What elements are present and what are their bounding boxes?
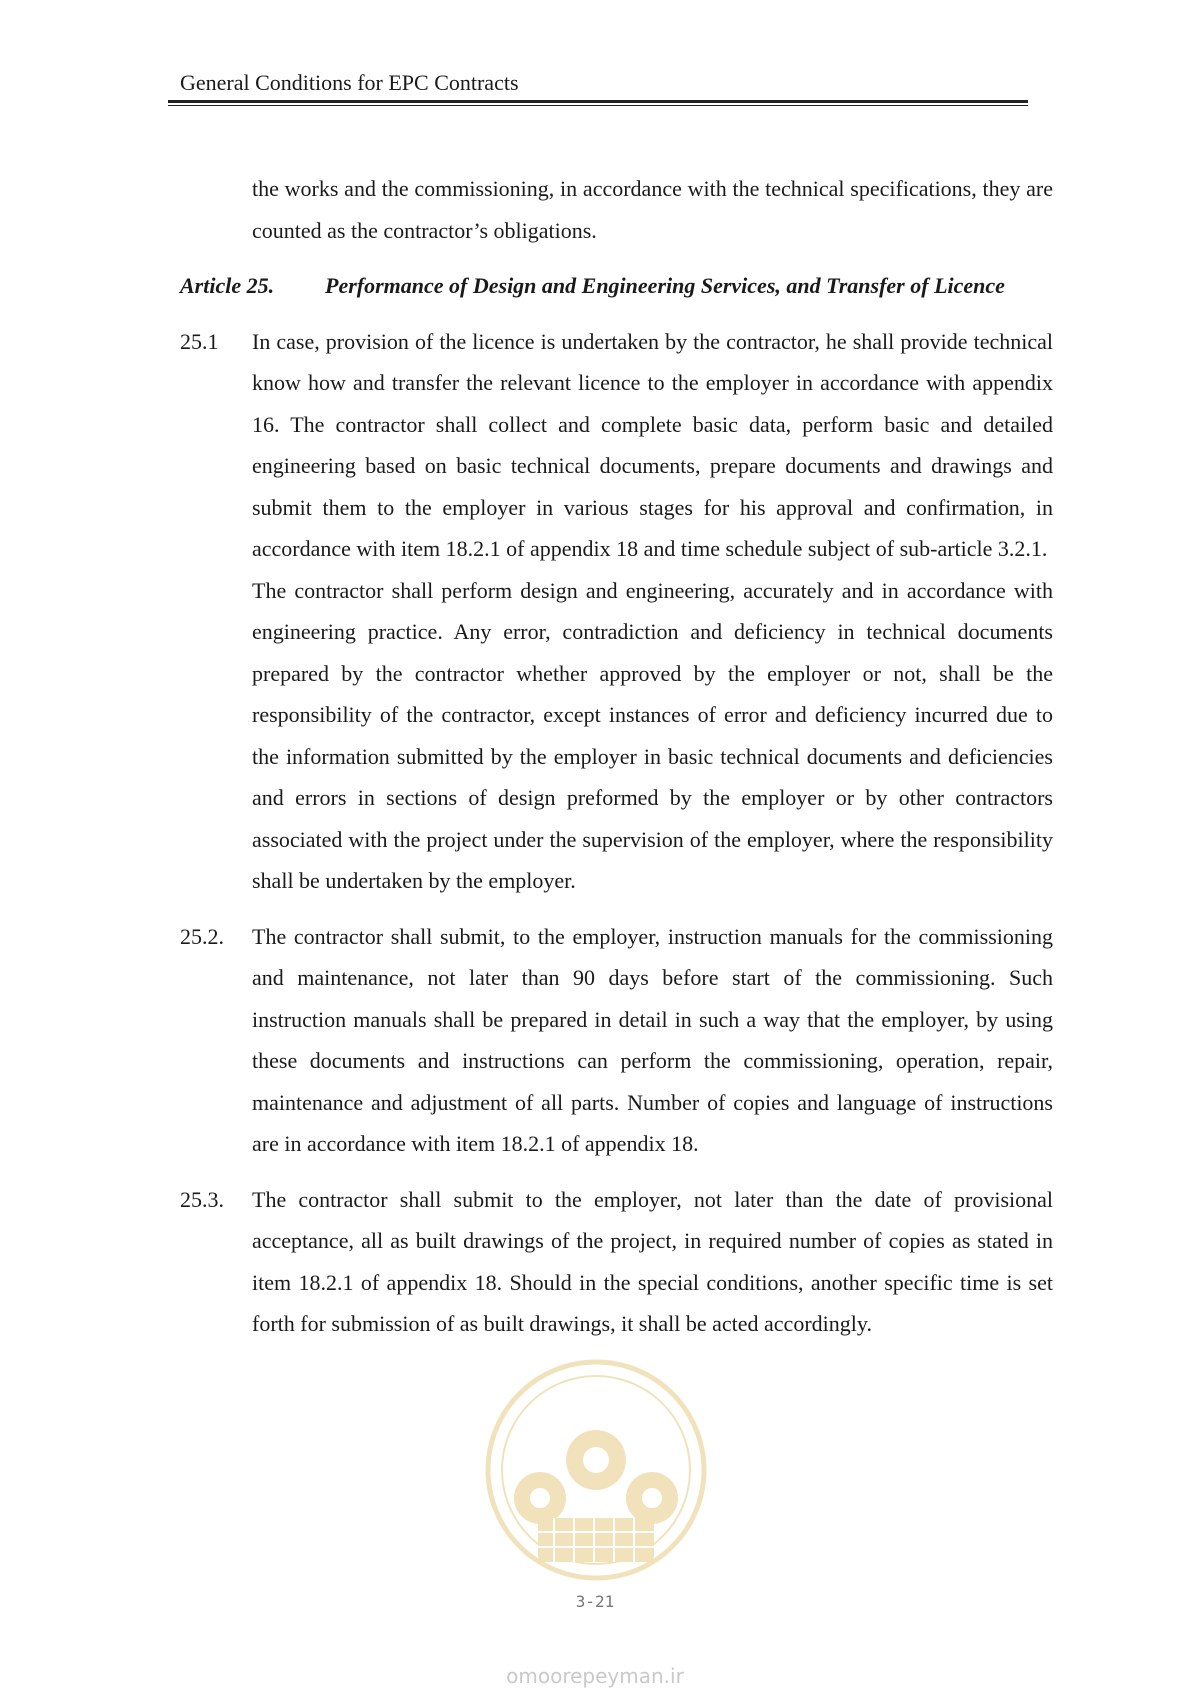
clause-paragraph: The contractor shall submit to the employer, not later than the date of provisional acceptance, all as built drawings of the project, in required number of copies as stated in item 18.2.1 of appendix 18. Should in the special conditions, another specific time is set forth for submission of as built drawings, it shall be acted accordingly. (252, 1186, 1053, 1336)
article-heading (180, 265, 1053, 307)
header-title: General Conditions for EPC Contracts (180, 70, 519, 95)
article-title: Performance of Design and Engineering Services, and Transfer of Licence (325, 273, 1005, 298)
clause-25-3 (180, 1179, 1053, 1345)
page-header (168, 72, 1028, 106)
header-rule-thin (168, 105, 1028, 106)
page-number: 3-21 (575, 1592, 615, 1611)
clause-number: 25.3. (180, 1186, 224, 1212)
clause-paragraph: The contractor shall submit, to the employer, instruction manuals for the commissioning and maintenance, not later than 90 days before start of the commissioning. Such instruction manuals shall be prepared in detail in such a way that the employer, by using these documents and instructions can perform the commissioning, operation, repair, maintenance and adjustment of all parts. Number of copies and language of instructions are in accordance with item 18.2.1 of appendix 18. (252, 923, 1053, 1156)
clause-paragraph: The contractor shall perform design and engineering, accurately and in accordance with engineering practice. Any error, contradiction and deficiency in technical documents prepared by the contractor whether approved by the employer or not, shall be the responsibility of the contractor, except instances of error and deficiency incurred due to the information submitted by the employer in basic technical documents and deficiencies and errors in sections of design preformed by the employer or by other contractors associated with the project under the supervision of the employer, where the responsibility shall be undertaken by the employer. (252, 577, 1053, 893)
clause-paragraph: In case, provision of the licence is undertaken by the contractor, he shall provide technical know how and transfer the relevant licence to the employer in accordance with appendix 16. The contractor shall collect and complete basic data, perform basic and detailed engineering based on basic technical documents, prepare documents and drawings and submit them to the employer in various stages for his approval and confirmation, in accordance with item 18.2.1 of appendix 18 and time schedule subject of sub-article 3.2.1. (252, 328, 1053, 561)
article-number: Article 25. (180, 273, 275, 298)
clause-25-2 (180, 916, 1053, 1165)
watermark-url: omoorepeyman.ir (506, 1664, 684, 1688)
clause-body (252, 321, 1053, 902)
clause-25-1 (180, 321, 1053, 902)
clause-number: 25.2. (180, 923, 224, 949)
continuation-paragraph: the works and the commissioning, in accordance with the technical specifications, they are counted as the contractor’s obligations. (252, 176, 1053, 243)
document-body (180, 168, 1053, 1345)
clause-number: 25.1 (180, 328, 219, 354)
watermark-seal-icon (478, 1352, 714, 1588)
clause-body (252, 1179, 1053, 1345)
header-rule-thick (168, 100, 1028, 103)
clause-body (252, 916, 1053, 1165)
